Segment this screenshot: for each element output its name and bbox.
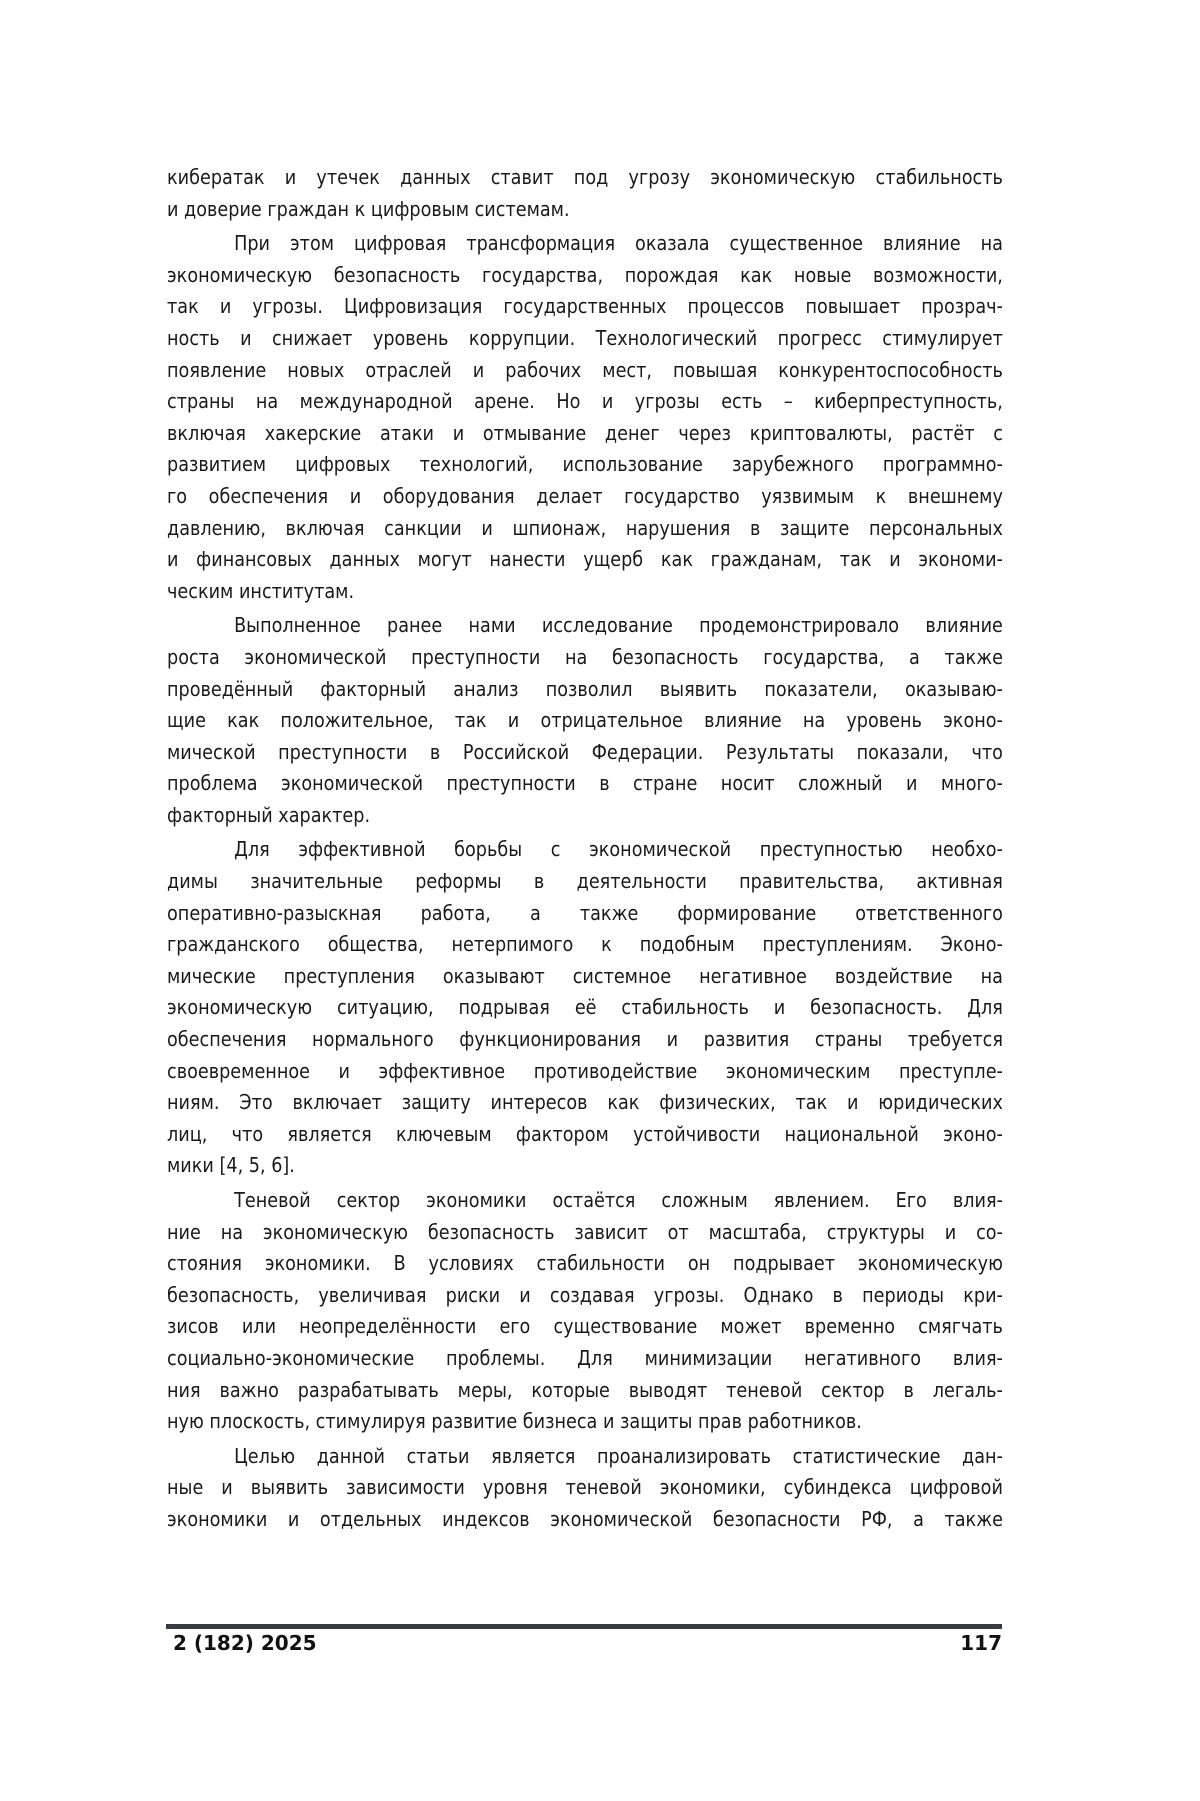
body-text — [167, 162, 1003, 1539]
text-line: Теневой сектор экономики остаётся сложным явлением. Его влия- — [167, 1185, 1003, 1217]
text-line: кибератак и утечек данных ставит под угрозу экономическую стабильность — [167, 162, 1003, 194]
text-line: гражданского общества, нетерпимого к подобным преступлениям. Эконо- — [167, 929, 1003, 961]
text-line: Целью данной статьи является проанализировать статистические дан- — [167, 1441, 1003, 1473]
text-line: включая хакерские атаки и отмывание денег через криптовалюты, растёт с — [167, 418, 1003, 450]
text-line: обеспечения нормального функционирования и развития страны требуется — [167, 1024, 1003, 1056]
text-line: факторный характер. — [167, 800, 1003, 832]
text-line: проблема экономической преступности в стране носит сложный и много- — [167, 768, 1003, 800]
paragraph — [167, 834, 1003, 1182]
text-line: Выполненное ранее нами исследование продемонстрировало влияние — [167, 610, 1003, 642]
text-line: безопасность, увеличивая риски и создавая угрозы. Однако в периоды кри- — [167, 1280, 1003, 1312]
text-line: социально-экономические проблемы. Для минимизации негативного влия- — [167, 1343, 1003, 1375]
text-line: мической преступности в Российской Федерации. Результаты показали, что — [167, 737, 1003, 769]
text-line: ние на экономическую безопасность зависит от масштаба, структуры и со- — [167, 1217, 1003, 1249]
text-line: появление новых отраслей и рабочих мест, повышая конкурентоспособность — [167, 355, 1003, 387]
text-line: экономическую безопасность государства, порождая как новые возможности, — [167, 260, 1003, 292]
paragraph — [167, 1185, 1003, 1438]
paragraph — [167, 162, 1003, 225]
text-line: и доверие граждан к цифровым системам. — [167, 194, 1003, 226]
text-line: страны на международной арене. Но и угрозы есть – киберпреступность, — [167, 386, 1003, 418]
text-line: щие как положительное, так и отрицательное влияние на уровень эконо- — [167, 705, 1003, 737]
text-line: своевременное и эффективное противодействие экономическим преступле- — [167, 1056, 1003, 1088]
text-line: При этом цифровая трансформация оказала существенное влияние на — [167, 228, 1003, 260]
text-line: ные и выявить зависимости уровня теневой экономики, субиндекса цифровой — [167, 1472, 1003, 1504]
text-line: лиц, что является ключевым фактором устойчивости национальной эконо- — [167, 1119, 1003, 1151]
text-line: экономики и отдельных индексов экономической безопасности РФ, а также — [167, 1504, 1003, 1536]
text-line: так и угрозы. Цифровизация государственных процессов повышает прозрач- — [167, 291, 1003, 323]
text-line: ческим институтам. — [167, 576, 1003, 608]
text-line: димы значительные реформы в деятельности правительства, активная — [167, 866, 1003, 898]
text-line: экономическую ситуацию, подрывая её стабильность и безопасность. Для — [167, 992, 1003, 1024]
text-line: Для эффективной борьбы с экономической преступностью необхо- — [167, 834, 1003, 866]
text-line: ниям. Это включает защиту интересов как физических, так и юридических — [167, 1087, 1003, 1119]
issue-number: 2 (182) 2025 — [173, 1630, 317, 1656]
paragraph — [167, 228, 1003, 607]
text-line: ния важно разрабатывать меры, которые выводят теневой сектор в легаль- — [167, 1375, 1003, 1407]
text-line: стояния экономики. В условиях стабильности он подрывает экономическую — [167, 1248, 1003, 1280]
text-line: го обеспечения и оборудования делает государство уязвимым к внешнему — [167, 481, 1003, 513]
document-page — [0, 0, 1200, 1801]
footer-rule — [166, 1624, 1002, 1629]
paragraph — [167, 610, 1003, 831]
text-line: оперативно-разыскная работа, а также формирование ответственного — [167, 898, 1003, 930]
text-line: роста экономической преступности на безопасность государства, а также — [167, 642, 1003, 674]
paragraph — [167, 1441, 1003, 1536]
page-number: 117 — [960, 1630, 1002, 1656]
text-line: ность и снижает уровень коррупции. Технологический прогресс стимулирует — [167, 323, 1003, 355]
text-line: и финансовых данных могут нанести ущерб как гражданам, так и экономи- — [167, 544, 1003, 576]
text-line: развитием цифровых технологий, использование зарубежного программно- — [167, 449, 1003, 481]
text-line: мические преступления оказывают системное негативное воздействие на — [167, 961, 1003, 993]
text-line: зисов или неопределённости его существование может временно смягчать — [167, 1311, 1003, 1343]
text-line: давлению, включая санкции и шпионаж, нарушения в защите персональных — [167, 513, 1003, 545]
text-line: ную плоскость, стимулируя развитие бизнеса и защиты прав работников. — [167, 1406, 1003, 1438]
text-line: проведённый факторный анализ позволил выявить показатели, оказываю- — [167, 674, 1003, 706]
text-line: мики [4, 5, 6]. — [167, 1150, 1003, 1182]
